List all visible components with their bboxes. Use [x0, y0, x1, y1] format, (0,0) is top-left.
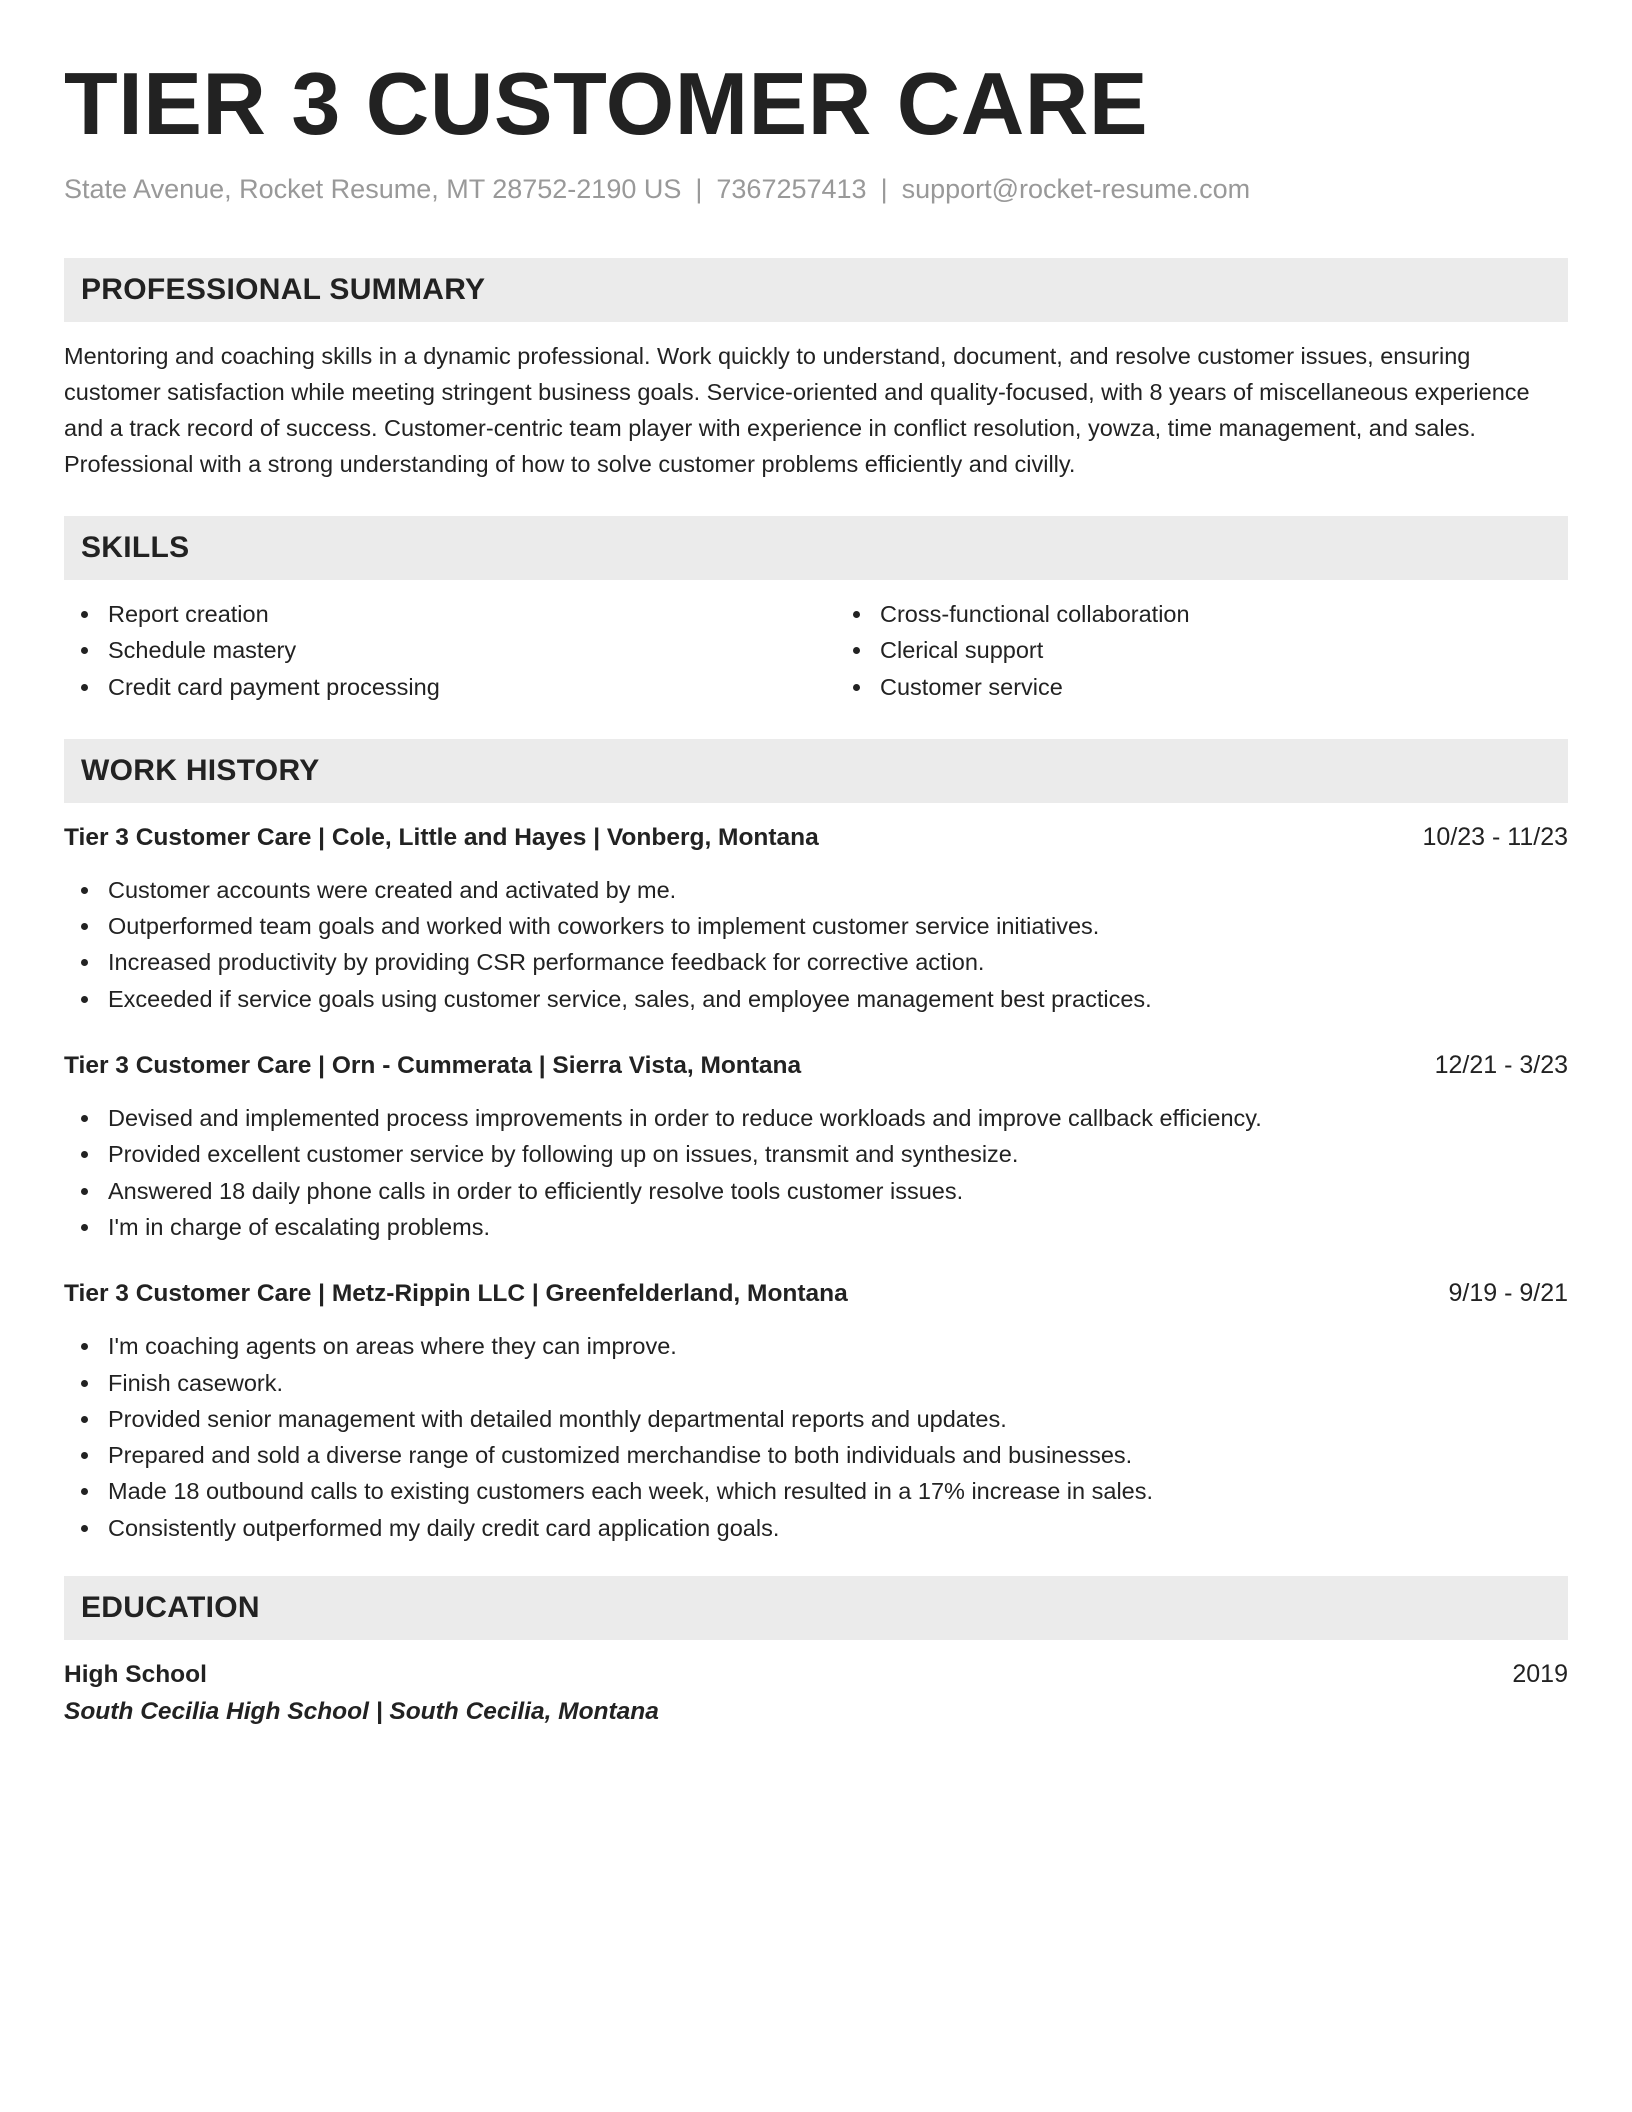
job-bullet: Consistently outperformed my daily credit card application goals.	[64, 1510, 1568, 1546]
job-bullet: Finish casework.	[64, 1365, 1568, 1401]
skill-item: Clerical support	[836, 632, 1568, 668]
section-heading-work-history: WORK HISTORY	[64, 739, 1568, 803]
job-entry	[64, 819, 1568, 1017]
job-title: Tier 3 Customer Care | Metz-Rippin LLC | Greenfelderland, Montana	[64, 1280, 848, 1308]
summary-text: Mentoring and coaching skills in a dynamic professional. Work quickly to understand, document, and resolve customer issues, ensuring customer satisfaction while meeting stringent business goals. Service-oriented and quality-focused, with 8 years of miscellaneous experience and a track record of success. Customer-centric team player with experience in conflict resolution, yowza, time management, and sales. Professional with a strong understanding of how to solve customer problems efficiently and civilly.	[64, 343, 1530, 477]
contact-phone: 7367257413	[716, 174, 867, 204]
section-heading-summary: PROFESSIONAL SUMMARY	[64, 258, 1568, 322]
job-bullet: Answered 18 daily phone calls in order to efficiently resolve tools customer issues.	[64, 1173, 1568, 1209]
skill-item: Credit card payment processing	[64, 669, 796, 705]
job-bullet: I'm in charge of escalating problems.	[64, 1209, 1568, 1245]
job-dates: 9/19 - 9/21	[1448, 1279, 1568, 1308]
job-entry	[64, 1047, 1568, 1245]
job-bullet: I'm coaching agents on areas where they can improve.	[64, 1328, 1568, 1364]
contact-email: support@rocket-resume.com	[901, 174, 1251, 204]
skill-item: Cross-functional collaboration	[836, 596, 1568, 632]
contact-separator: |	[695, 174, 703, 204]
skills-list	[64, 596, 1568, 705]
education-entry	[64, 1656, 1568, 1731]
job-bullets	[64, 1100, 1568, 1245]
education-header	[64, 1656, 1568, 1693]
job-entry	[64, 1275, 1568, 1546]
skills-column-left	[64, 596, 796, 705]
job-header	[64, 1047, 1568, 1084]
section-heading-education: EDUCATION	[64, 1576, 1568, 1640]
job-dates: 12/21 - 3/23	[1434, 1051, 1568, 1080]
job-bullet: Exceeded if service goals using customer service, sales, and employee management best practices.	[64, 981, 1568, 1017]
job-bullets	[64, 872, 1568, 1017]
job-title: Tier 3 Customer Care | Cole, Little and Hayes | Vonberg, Montana	[64, 823, 819, 851]
education-degree: High School	[64, 1661, 207, 1689]
job-bullet: Increased productivity by providing CSR performance feedback for corrective action.	[64, 944, 1568, 980]
section-heading-skills: SKILLS	[64, 516, 1568, 580]
education-year: 2019	[1512, 1660, 1568, 1689]
job-bullet: Provided excellent customer service by following up on issues, transmit and synthesize.	[64, 1136, 1568, 1172]
skill-item: Customer service	[836, 669, 1568, 705]
job-bullets	[64, 1328, 1568, 1546]
job-bullet: Devised and implemented process improvements in order to reduce workloads and improve callback efficiency.	[64, 1100, 1568, 1136]
contact-address: State Avenue, Rocket Resume, MT 28752-2190 US	[64, 174, 682, 204]
job-bullet: Provided senior management with detailed monthly departmental reports and updates.	[64, 1401, 1568, 1437]
job-header	[64, 819, 1568, 856]
job-bullet: Outperformed team goals and worked with coworkers to implement customer service initiatives.	[64, 908, 1568, 944]
job-bullet: Customer accounts were created and activated by me.	[64, 872, 1568, 908]
skills-column-right	[836, 596, 1568, 705]
job-bullet: Made 18 outbound calls to existing customers each week, which resulted in a 17% increase in sales.	[64, 1473, 1568, 1509]
job-dates: 10/23 - 11/23	[1422, 822, 1568, 851]
skill-item: Report creation	[64, 596, 796, 632]
resume-title: TIER 3 CUSTOMER CARE	[64, 54, 1149, 153]
job-bullet: Prepared and sold a diverse range of customized merchandise to both individuals and businesses.	[64, 1437, 1568, 1473]
contact-separator: |	[880, 174, 888, 204]
job-header	[64, 1275, 1568, 1312]
job-title: Tier 3 Customer Care | Orn - Cummerata | Sierra Vista, Montana	[64, 1052, 802, 1080]
education-school: South Cecilia High School | South Cecilia, Montana	[64, 1698, 659, 1726]
contact-line	[64, 170, 1568, 208]
skill-item: Schedule mastery	[64, 632, 796, 668]
